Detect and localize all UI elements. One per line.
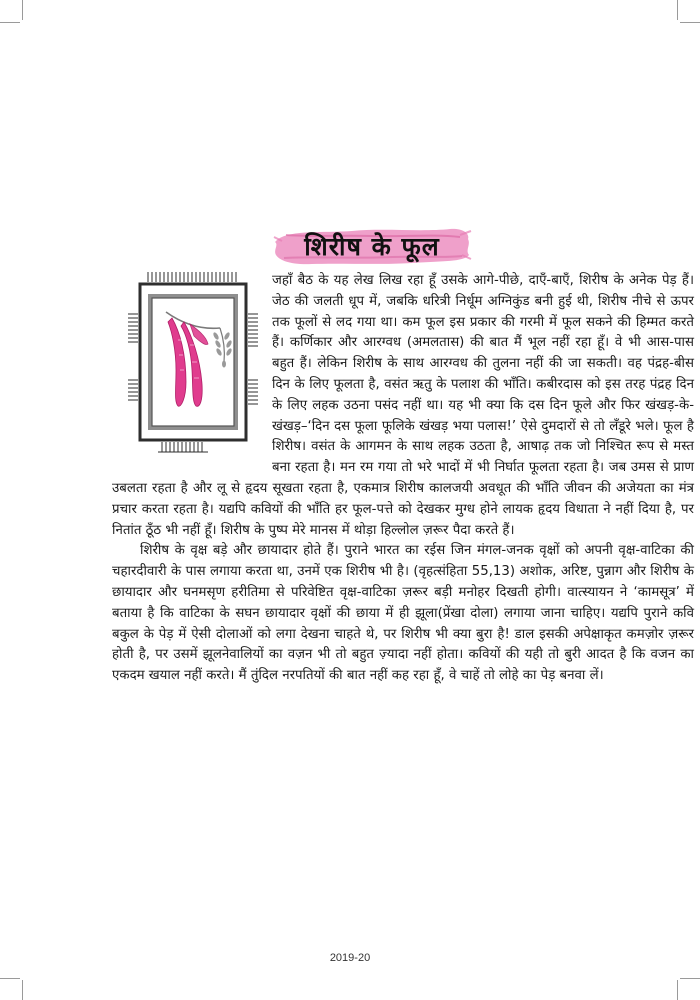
article-body (112, 271, 694, 687)
crop-mark (0, 978, 20, 979)
chapter-title: शिरीष के फूल (304, 232, 440, 261)
crop-mark (22, 0, 23, 20)
illustration-spacer (112, 271, 272, 467)
crop-mark (680, 22, 700, 23)
crop-mark (677, 980, 678, 1000)
chapter-title-block (272, 225, 472, 267)
page-footer: 2019-20 (329, 952, 371, 964)
crop-mark (677, 0, 678, 20)
paragraph-2: शिरीष के वृक्ष बड़े और छायादार होते हैं। पुराने भारत का रईस जिन मंगल-जनक वृक्षों को अपनी वृक्ष-वाटिका की चहारदीवारी के पास लगाया करता था, उनमें एक शिरीष भी है। (वृहत्संहिता 55,13) अशोक, अरिष्ट, पुन्नाग और शिरीष के छायादार और घनमसृण हरीतिमा से परिवेष्टित वृक्ष-वाटिका ज़रूर बड़ी मनोहर दिखती होगी। वात्स्यायन ने ‘कामसूत्र’ में बताया है कि वाटिका के सघन छायादार वृक्षों की छाया में ही झूला(प्रेंखा दोला) लगाया जाना चाहिए। यद्यपि पुराने कवि बकुल के पेड़ में ऐसी दोलाओं को लगा देखना चाहते थे, पर शिरीष भी क्या बुरा है! डाल इसकी अपेक्षाकृत कमज़ोर ज़रूर होती है, पर उसमें झूलनेवालियों का वज़न भी तो बहुत ज़्यादा नहीं होता। कवियों की यही तो बुरी आदत है कि वजन का एकदम खयाल नहीं करते। मैं तुंदिल नरपतियों की बात नहीं कह रहा हूँ, वे चाहें तो लोहे का पेड़ बनवा लें। (112, 543, 694, 684)
crop-mark (680, 978, 700, 979)
paragraph-1: जहाँ बैठ के यह लेख लिख रहा हूँ उसके आगे-पीछे, दाएँ-बाएँ, शिरीष के अनेक पेड़ हैं। जेठ की जलती धूप में, जबकि धरित्री निर्धूम अग्निकुंड बनी हुई थी, शिरीष नीचे से ऊपर तक फूलों से लद गया था। कम फूल इस प्रकार की गरमी में फूल सकने की हिम्मत करते हैं। कर्णिकार और आरग्वध (अमलतास) की बात मैं भूल नहीं रहा हूँ। वे भी आस-पास बहुत हैं। लेकिन शिरीष के साथ आरग्वध की तुलना नहीं की जा सकती। वह पंद्रह-बीस दिन के लिए फूलता है, वसंत ऋतु के पलाश की भाँति। कबीरदास को इस तरह पंद्रह दिन के लिए लहक उठना पसंद नहीं था। यह भी क्या कि दस दिन फूले और फिर खंखड़-के-खंखड़–‘दिन दस फूला फूलिके खंखड़ भया पलास!’ ऐसे दुमदारों से तो लँडूरे भले। फूल है शिरीष। वसंत के आगमन के साथ लहक उठता है, आषाढ़ तक जो निश्चित रूप से मस्त बना रहता है। मन रम गया तो भरे भादों में भी निर्घात फूलता रहता है। जब उमस से प्राण उबलता रहता है और लू से हृदय सूखता रहता है, एकमात्र शिरीष कालजयी अवधूत की भाँति जीवन की अजेयता का मंत्र प्रचार करता रहता है। यद्यपि कवियों की भाँति हर फूल-पत्ते को देखकर मुग्ध होने लायक हृदय विधाता ने नहीं दिया है, पर नितांत ठूँठ भी नहीं हूँ। शिरीष के पुष्प मेरे मानस में थोड़ा हिल्लोल ज़रूर पैदा करते हैं। (112, 273, 694, 538)
crop-mark (0, 22, 20, 23)
crop-mark (22, 980, 23, 1000)
